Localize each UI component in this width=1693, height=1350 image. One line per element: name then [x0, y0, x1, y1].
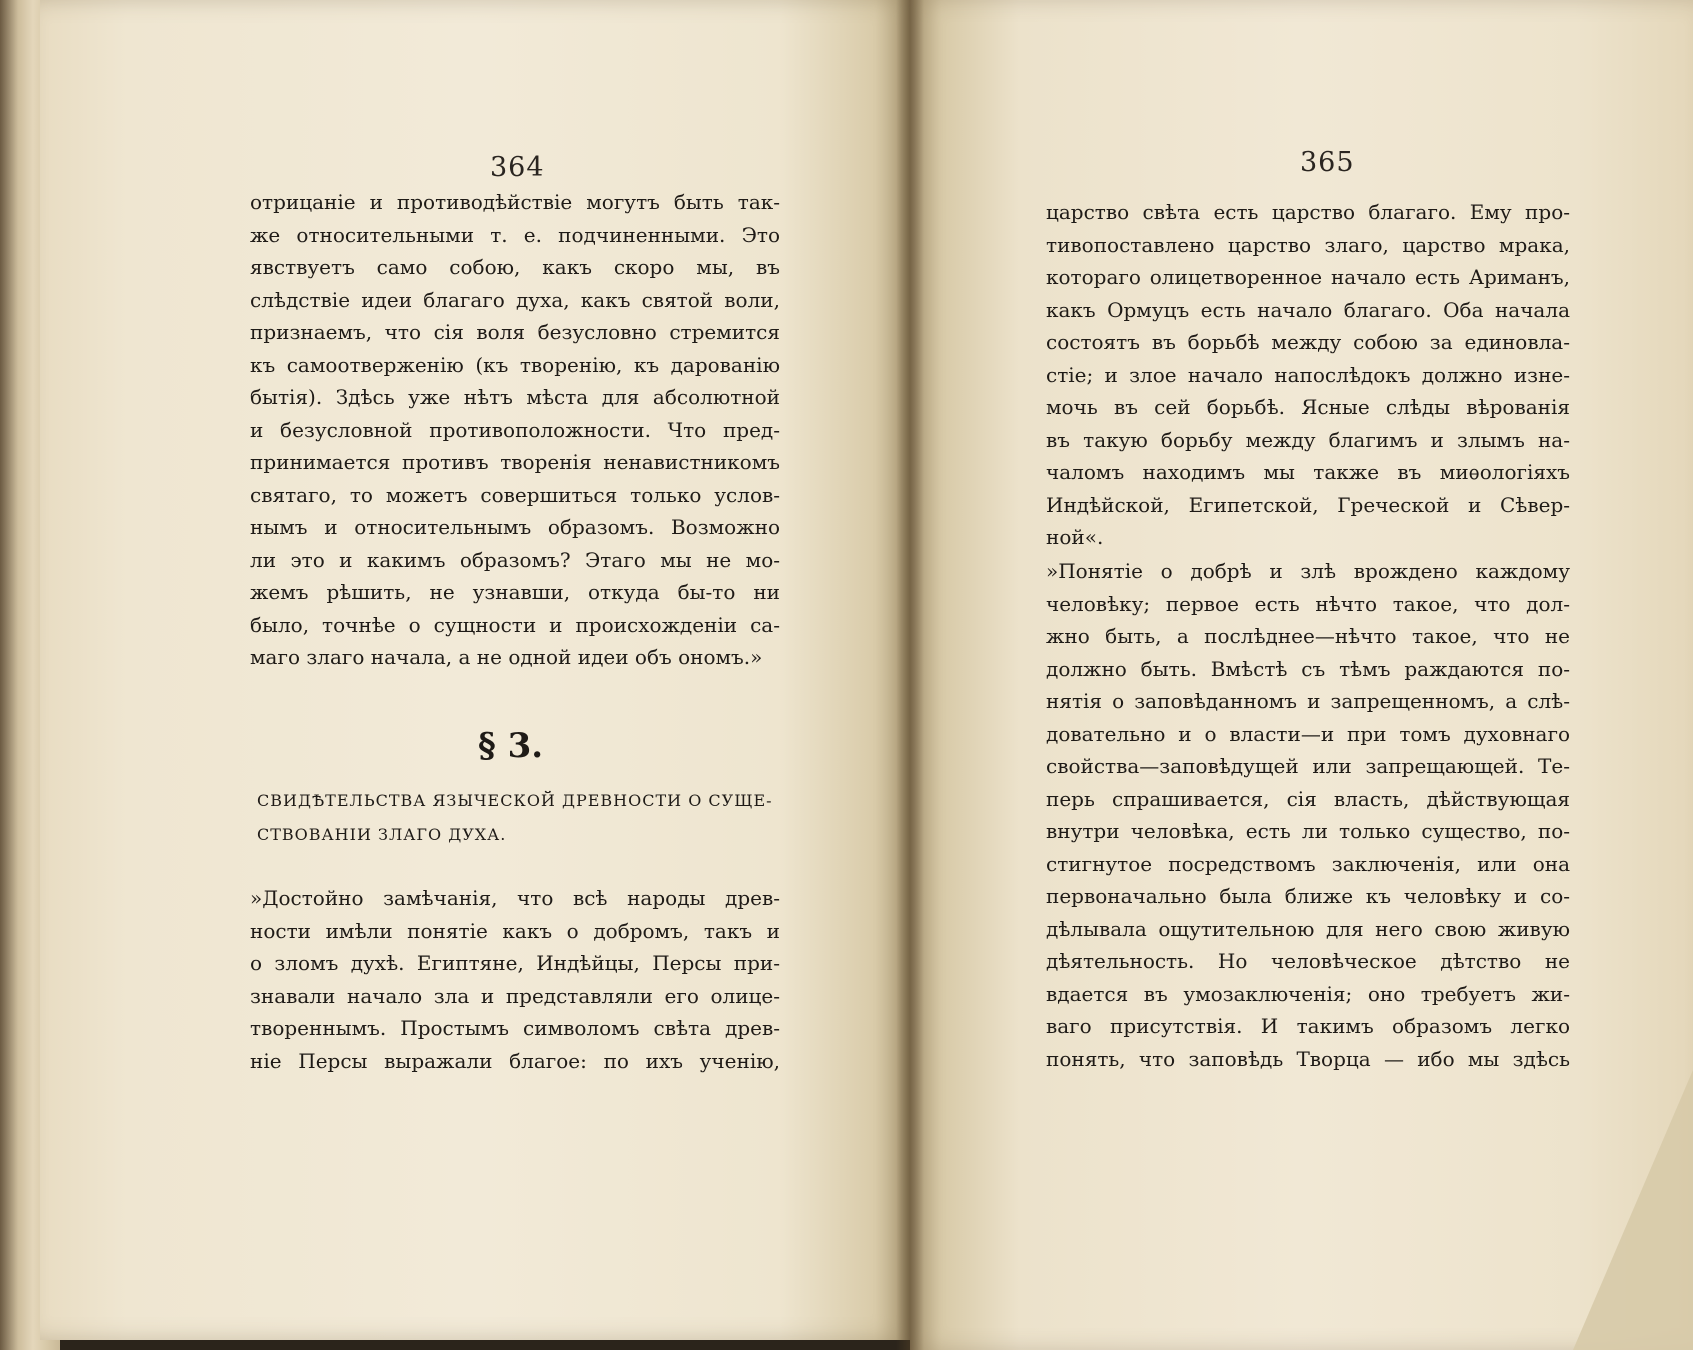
text-line: явствуетъ само собою, какъ скоро мы, въ [250, 255, 780, 279]
text-line: вдается въ умозаключенія; оно требуетъ жи- [1046, 981, 1570, 1006]
left-paragraph-2 [250, 882, 780, 1077]
text-line: первоначально была ближе къ человѣку и со- [1046, 884, 1570, 908]
text-line: ности имѣли понятіе какъ о добромъ, такъ и [250, 918, 780, 943]
left-page-number: 364 [490, 152, 545, 183]
text-line: нятія о заповѣданномъ и запрещенномъ, а слѣ- [1046, 689, 1570, 713]
text-line: стіе; и злое начало напослѣдокъ должно изне- [1046, 362, 1570, 387]
text-line: довательно и о власти—и при томъ духовнаго [1046, 721, 1570, 746]
text-line: человѣку; первое есть нѣчто такое, что дол- [1046, 591, 1570, 616]
section-mark: § 3. [478, 726, 544, 766]
text-line: СВИДѢТЕЛЬСТВА ЯЗЫЧЕСКОЙ ДРЕВНОСТИ О СУЩЕ- [257, 791, 773, 810]
text-line: же относительными т. е. подчиненными. Это [250, 222, 780, 247]
text-line: какъ Ормуцъ есть начало благаго. Оба начала [1046, 297, 1570, 322]
text-line: жно быть, а послѣднее—нѣчто такое, что не [1046, 624, 1570, 648]
text-line: стигнутое посредствомъ заключенія, или она [1046, 851, 1570, 876]
text-line: бытія). Здѣсь уже нѣтъ мѣста для абсолютной [250, 385, 780, 409]
text-line: маго злаго начала, а не одной идеи объ ономъ.» [250, 645, 763, 669]
text-line: твореннымъ. Простымъ символомъ свѣта древ- [250, 1016, 780, 1040]
text-line: котораго олицетворенное начало есть Ариманъ, [1046, 265, 1570, 289]
text-line: ной«. [1046, 525, 1104, 549]
text-line: принимается противъ творенія ненавистникомъ [250, 450, 780, 474]
text-line: нымъ и относительнымъ образомъ. Возможно [250, 515, 780, 539]
text-line: дѣятельность. Но человѣческое дѣтство не [1046, 949, 1570, 973]
text-line: мочь въ сей борьбѣ. Ясные слѣды вѣрованія [1046, 395, 1570, 419]
text-line: »Достойно замѣчанія, что всѣ народы древ- [250, 886, 780, 910]
book-gutter [896, 0, 924, 1350]
text-line: знавали начало зла и представляли его олице- [250, 983, 780, 1008]
text-line: жемъ рѣшить, не узнавши, откуда бы-то ни [250, 580, 780, 604]
text-line: къ самоотверженію (къ творенію, къ дарованію [250, 352, 780, 377]
text-line: ваго присутствія. И такимъ образомъ легко [1046, 1014, 1570, 1038]
text-line: царство свѣта есть царство благаго. Ему про- [1046, 200, 1570, 224]
text-line: дѣлывала ощутительною для него свою живую [1046, 916, 1570, 941]
text-line: ли это и какимъ образомъ? Этаго мы не мо- [250, 547, 780, 572]
text-line: святаго, то можетъ совершиться только услов- [250, 482, 780, 507]
right-paragraph-1 [1046, 196, 1570, 554]
right-paragraph-2 [1046, 555, 1570, 1075]
text-line: чаломъ находимъ мы также въ миѳологіяхъ [1046, 460, 1570, 484]
text-line: понять, что заповѣдь Творца — ибо мы здѣсь [1046, 1046, 1570, 1071]
text-line: слѣдствіе идеи благаго духа, какъ святой воли, [250, 287, 780, 312]
text-line: перь спрашивается, сія власть, дѣйствующая [1046, 786, 1570, 811]
page-corner [1573, 1070, 1693, 1350]
text-line: Индѣйской, Египетской, Греческой и Сѣвер- [1046, 492, 1570, 517]
text-line: тивопоставлено царство злаго, царство мрака, [1046, 232, 1570, 257]
text-line: признаемъ, что сія воля безусловно стремится [250, 320, 780, 344]
text-line: свойства—заповѣдущей или запрещающей. Те- [1046, 754, 1570, 778]
text-line: въ такую борьбу между благимъ и злымъ на- [1046, 427, 1570, 452]
text-line: и безусловной противоположности. Что пред- [250, 417, 780, 442]
text-line: о зломъ духѣ. Египтяне, Индѣйцы, Персы при- [250, 951, 780, 975]
text-line: отрицаніе и противодѣйствіе могутъ быть так- [250, 190, 780, 214]
text-line: ніе Персы выражали благое: по ихъ ученію, [250, 1048, 780, 1073]
text-line: должно быть. Вмѣстѣ съ тѣмъ раждаются по- [1046, 656, 1570, 681]
text-line: внутри человѣка, есть ли только существо, по- [1046, 819, 1570, 843]
section-heading [257, 784, 777, 852]
text-line: »Понятіе о добрѣ и злѣ врождено каждому [1046, 559, 1570, 583]
left-paragraph-1 [250, 186, 780, 674]
text-line: было, точнѣе о сущности и происхожденіи са- [250, 612, 780, 637]
right-page-number: 365 [1300, 147, 1355, 178]
text-line: состоятъ въ борьбѣ между собою за единовла- [1046, 330, 1570, 354]
text-line: СТВОВАНІИ ЗЛАГО ДУХА. [257, 825, 507, 844]
